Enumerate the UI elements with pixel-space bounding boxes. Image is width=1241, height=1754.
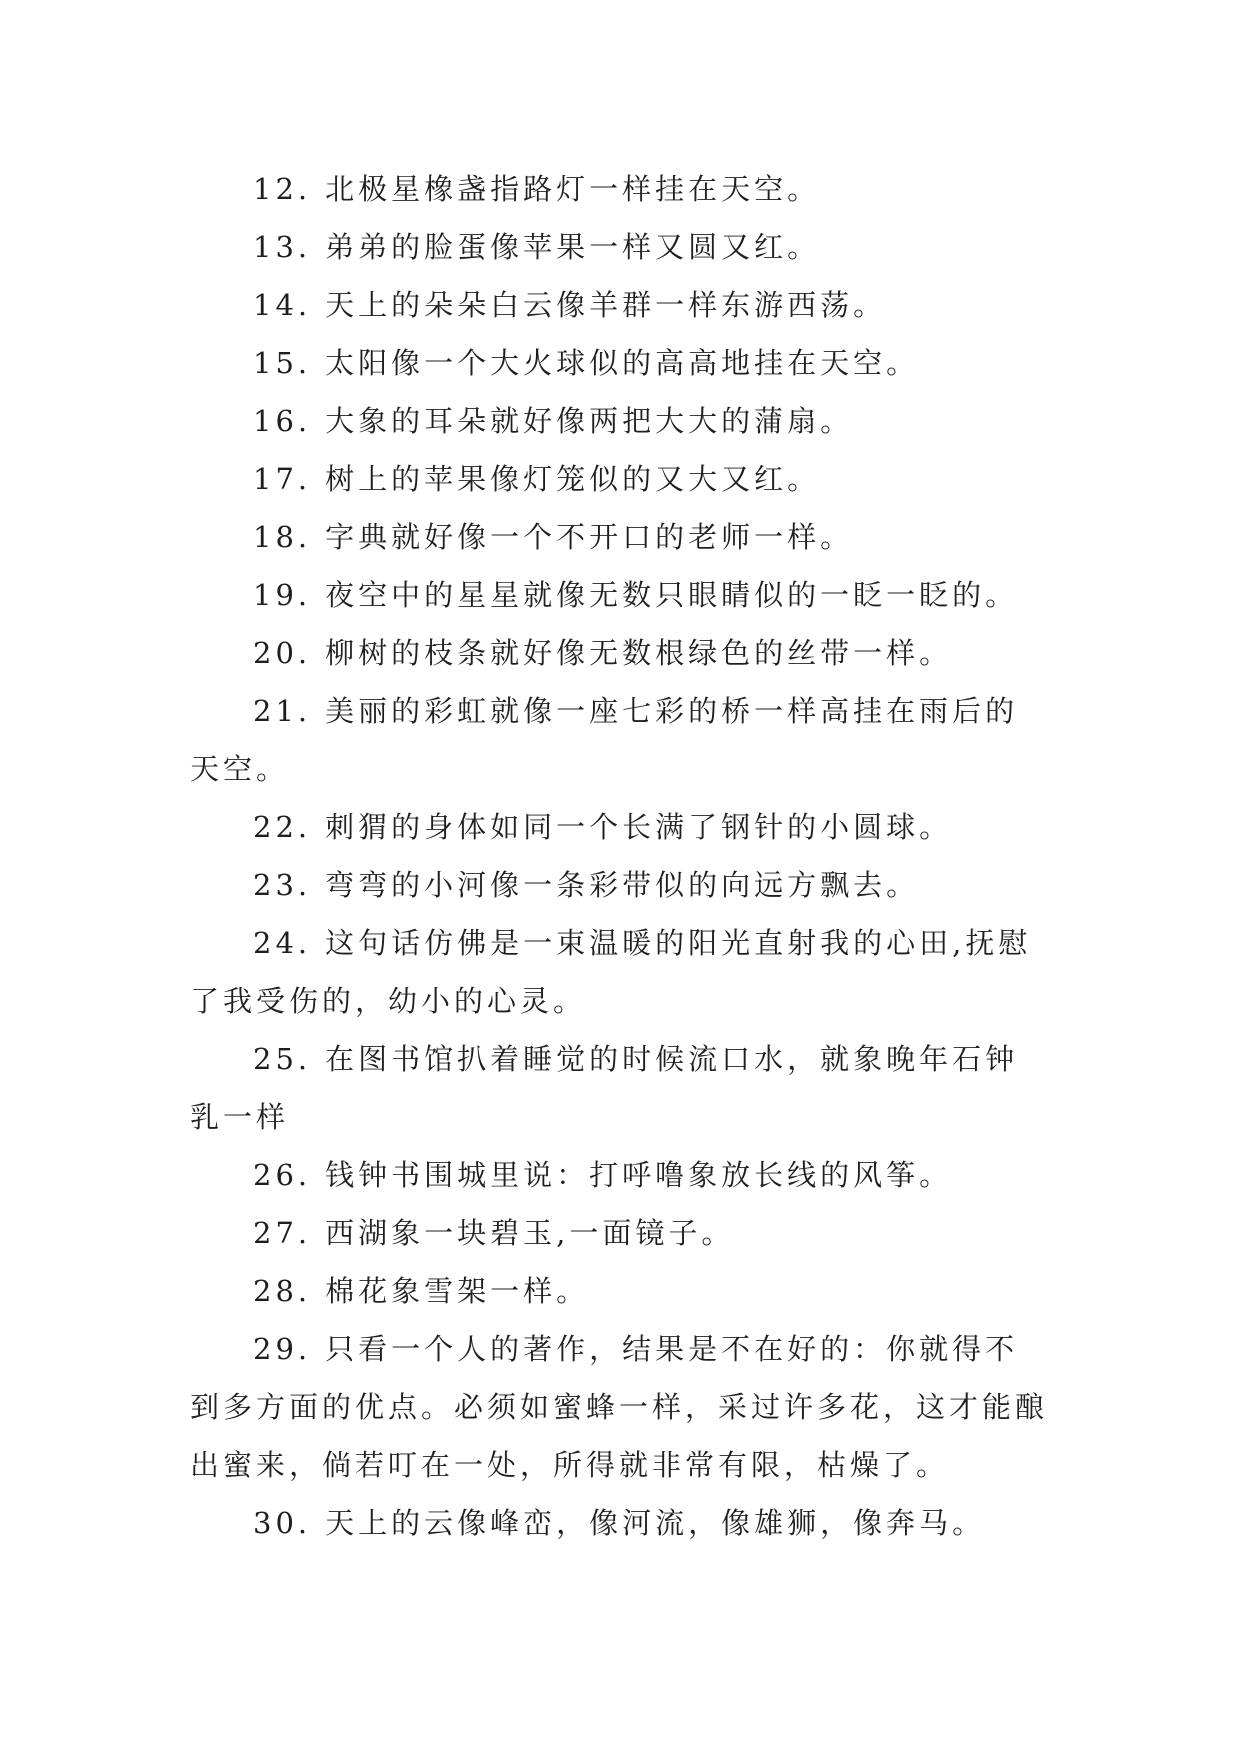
item-text: 只看一个人的著作，结果是不在好的：你就得不到多方面的优点。必须如蜜蜂一样，采过许多花，这才能酿出蜜来，倘若叮在一处，所得就非常有限，枯燥了。 bbox=[190, 1332, 1049, 1482]
list-item bbox=[190, 276, 1050, 334]
item-text: 西湖象一块碧玉,一面镜子。 bbox=[325, 1216, 735, 1250]
item-text: 棉花象雪架一样。 bbox=[325, 1274, 590, 1308]
list-item bbox=[190, 160, 1050, 218]
item-text: 弯弯的小河像一条彩带似的向远方飘去。 bbox=[325, 868, 920, 902]
item-text: 这句话仿佛是一束温暖的阳光直射我的心田,抚慰了我受伤的，幼小的心灵。 bbox=[190, 926, 1032, 1018]
item-text: 太阳像一个大火球似的高高地挂在天空。 bbox=[325, 346, 920, 380]
item-text: 在图书馆扒着睡觉的时候流口水，就象晚年石钟乳一样 bbox=[190, 1042, 1019, 1134]
item-number: 26. bbox=[253, 1158, 312, 1192]
item-text: 刺猬的身体如同一个长满了钢针的小圆球。 bbox=[325, 810, 953, 844]
item-number: 12. bbox=[253, 172, 312, 206]
item-text: 天上的朵朵白云像羊群一样东游西荡。 bbox=[325, 288, 887, 322]
list-item bbox=[190, 682, 1050, 798]
item-number: 21. bbox=[253, 694, 312, 728]
item-number: 20. bbox=[253, 636, 312, 670]
item-number: 16. bbox=[253, 404, 312, 438]
item-text: 天上的云像峰峦，像河流，像雄狮，像奔马。 bbox=[325, 1506, 986, 1540]
list-item bbox=[190, 1262, 1050, 1320]
item-text: 大象的耳朵就好像两把大大的蒲扇。 bbox=[325, 404, 854, 438]
item-number: 17. bbox=[253, 462, 312, 496]
list-item bbox=[190, 334, 1050, 392]
list-item bbox=[190, 566, 1050, 624]
item-number: 14. bbox=[253, 288, 312, 322]
item-text: 柳树的枝条就好像无数根绿色的丝带一样。 bbox=[325, 636, 953, 670]
list-item bbox=[190, 798, 1050, 856]
item-number: 23. bbox=[253, 868, 312, 902]
list-item bbox=[190, 624, 1050, 682]
item-number: 29. bbox=[253, 1332, 312, 1366]
item-number: 30. bbox=[253, 1506, 312, 1540]
item-text: 树上的苹果像灯笼似的又大又红。 bbox=[325, 462, 821, 496]
document-body bbox=[190, 160, 1050, 1552]
item-number: 27. bbox=[253, 1216, 312, 1250]
list-item bbox=[190, 1030, 1050, 1146]
item-text: 弟弟的脸蛋像苹果一样又圆又红。 bbox=[325, 230, 821, 264]
item-text: 钱钟书围城里说：打呼噜象放长线的风筝。 bbox=[325, 1158, 953, 1192]
list-item bbox=[190, 914, 1050, 1030]
item-text: 北极星橡盏指路灯一样挂在天空。 bbox=[325, 172, 821, 206]
item-number: 15. bbox=[253, 346, 312, 380]
item-number: 22. bbox=[253, 810, 312, 844]
list-item bbox=[190, 1320, 1050, 1494]
item-number: 13. bbox=[253, 230, 312, 264]
list-item bbox=[190, 450, 1050, 508]
list-item bbox=[190, 1204, 1050, 1262]
item-number: 28. bbox=[253, 1274, 312, 1308]
item-number: 25. bbox=[253, 1042, 312, 1076]
item-text: 字典就好像一个不开口的老师一样。 bbox=[325, 520, 854, 554]
list-item bbox=[190, 1494, 1050, 1552]
list-item bbox=[190, 1146, 1050, 1204]
item-number: 24. bbox=[253, 926, 312, 960]
item-number: 19. bbox=[253, 578, 312, 612]
item-text: 美丽的彩虹就像一座七彩的桥一样高挂在雨后的天空。 bbox=[190, 694, 1019, 786]
list-item bbox=[190, 856, 1050, 914]
list-item bbox=[190, 392, 1050, 450]
item-number: 18. bbox=[253, 520, 312, 554]
list-item bbox=[190, 218, 1050, 276]
list-item bbox=[190, 508, 1050, 566]
item-text: 夜空中的星星就像无数只眼睛似的一眨一眨的。 bbox=[325, 578, 1019, 612]
